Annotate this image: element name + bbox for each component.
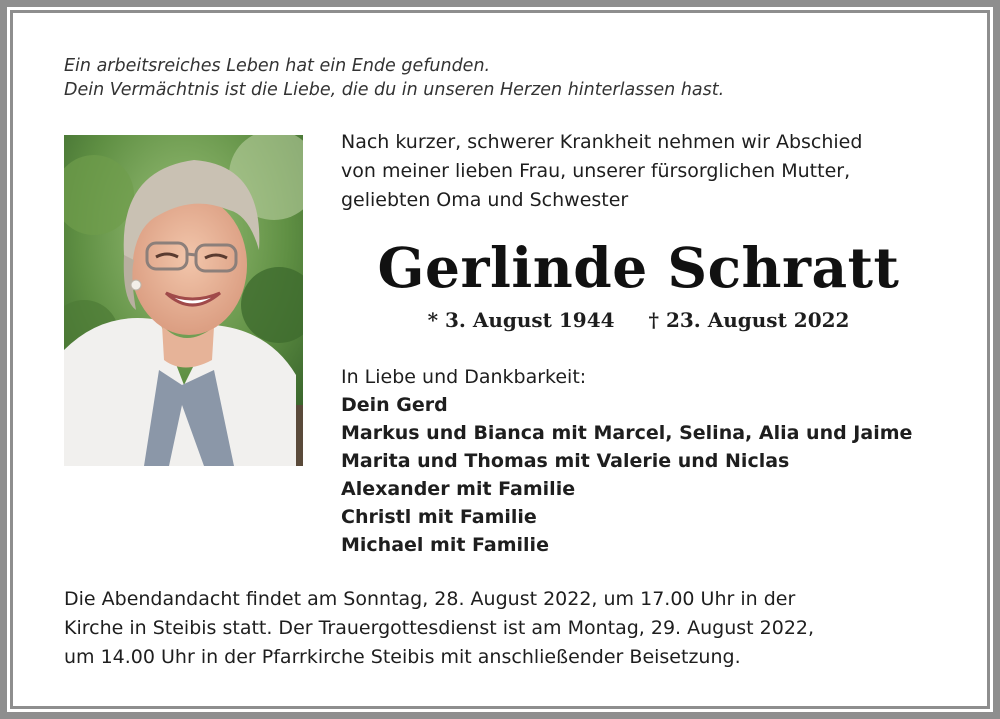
mourners-heading: In Liebe und Dankbarkeit: (341, 366, 587, 388)
memorial-quote (64, 54, 724, 102)
intro-line-1: Nach kurzer, schwerer Krankheit nehmen wir Abschied (341, 131, 863, 153)
mourners-list (341, 363, 961, 559)
intro-line-3: geliebten Oma und Schwester (341, 189, 629, 211)
intro-line-2: von meiner lieben Frau, unserer fürsorglichen Mutter, (341, 160, 851, 182)
mourner-item: Markus und Bianca mit Marcel, Selina, Alia und Jaime (341, 422, 913, 444)
portrait-photo (64, 135, 303, 466)
mourner-item: Dein Gerd (341, 394, 448, 416)
portrait-illustration (64, 135, 303, 466)
mourner-item: Michael mit Familie (341, 534, 549, 556)
mourner-item: Alexander mit Familie (341, 478, 576, 500)
mourner-item: Christl mit Familie (341, 506, 537, 528)
intro-text (341, 128, 936, 215)
deceased-name: Gerlinde Schratt (377, 235, 900, 300)
service-line-1: Die Abendandacht findet am Sonntag, 28. August 2022, um 17.00 Uhr in der (64, 588, 796, 610)
service-info (64, 585, 944, 672)
quote-line-1: Ein arbeitsreiches Leben hat ein Ende gefunden. (64, 56, 491, 76)
death-date: † 23. August 2022 (648, 308, 850, 332)
mourner-item: Marita und Thomas mit Valerie und Niclas (341, 450, 790, 472)
quote-line-2: Dein Vermächtnis ist die Liebe, die du in unseren Herzen hinterlassen hast. (64, 80, 725, 100)
service-line-3: um 14.00 Uhr in der Pfarrkirche Steibis mit anschließender Beisetzung. (64, 646, 741, 668)
service-line-2: Kirche in Steibis statt. Der Trauergottesdienst ist am Montag, 29. August 2022, (64, 617, 815, 639)
life-dates (341, 306, 936, 334)
birth-date: * 3. August 1944 (427, 308, 615, 332)
